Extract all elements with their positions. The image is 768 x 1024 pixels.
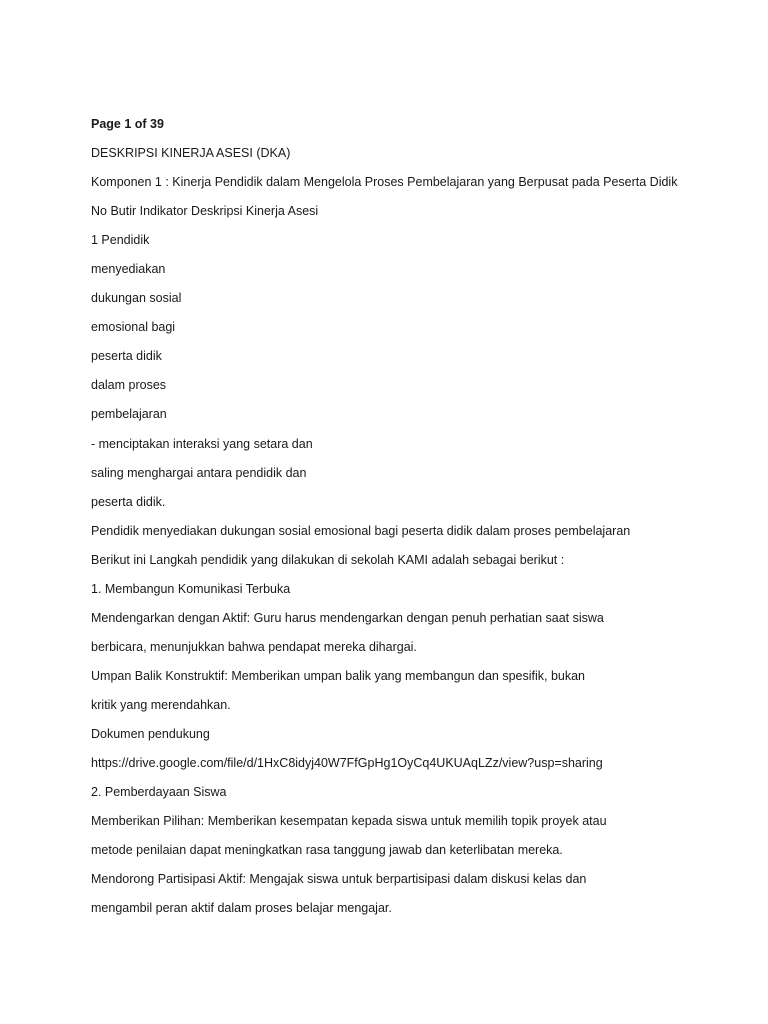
paragraph-line: metode penilaian dapat meningkatkan rasa tanggung jawab dan keterlibatan mereka. — [91, 843, 563, 858]
component-heading: Komponen 1 : Kinerja Pendidik dalam Mengelola Proses Pembelajaran yang Berpusat pada Peserta Didik — [91, 175, 678, 190]
indicator-line: peserta didik — [91, 349, 162, 364]
paragraph-line: Umpan Balik Konstruktif: Memberikan umpan balik yang membangun dan spesifik, bukan — [91, 668, 586, 683]
section-heading: 1. Membangun Komunikasi Terbuka — [91, 581, 291, 596]
paragraph-line: Memberikan Pilihan: Memberikan kesempatan kepada siswa untuk memilih topik proyek atau — [91, 814, 607, 829]
table-header-line: No Butir Indikator Deskripsi Kinerja Asesi — [91, 204, 319, 219]
indicator-line: dukungan sosial — [91, 291, 182, 306]
paragraph-line: Mendengarkan dengan Aktif: Guru harus mendengarkan dengan penuh perhatian saat siswa — [91, 610, 604, 625]
document-page — [91, 110, 731, 923]
paragraph-line: berbicara, menunjukkan bahwa pendapat mereka dihargai. — [91, 639, 417, 654]
description-line: - menciptakan interaksi yang setara dan — [91, 436, 313, 451]
paragraph-line: Pendidik menyediakan dukungan sosial emosional bagi peserta didik dalam proses pembelajaran — [91, 523, 631, 538]
indicator-line: 1 Pendidik — [91, 233, 150, 248]
section-heading: 2. Pemberdayaan Siswa — [91, 785, 227, 800]
indicator-line: emosional bagi — [91, 320, 176, 335]
description-line: saling menghargai antara pendidik dan — [91, 465, 307, 480]
supporting-doc-url: https://drive.google.com/file/d/1HxC8idyj40W7FfGpHg1OyCq4UKUAqLZz/view?usp=sharing — [91, 756, 603, 771]
description-line: peserta didik. — [91, 494, 166, 509]
paragraph-line: kritik yang merendahkan. — [91, 697, 231, 712]
paragraph-line: Mendorong Partisipasi Aktif: Mengajak siswa untuk berpartisipasi dalam diskusi kelas dan — [91, 872, 587, 887]
indicator-line: pembelajaran — [91, 407, 167, 422]
page-label: Page 1 of 39 — [91, 117, 164, 131]
indicator-line: dalam proses — [91, 378, 167, 393]
document-title: DESKRIPSI KINERJA ASESI (DKA) — [91, 146, 291, 161]
indicator-line: menyediakan — [91, 262, 166, 277]
paragraph-line: mengambil peran aktif dalam proses belajar mengajar. — [91, 901, 392, 916]
supporting-doc-label: Dokumen pendukung — [91, 726, 210, 741]
paragraph-line: Berikut ini Langkah pendidik yang dilakukan di sekolah KAMI adalah sebagai berikut : — [91, 552, 565, 567]
